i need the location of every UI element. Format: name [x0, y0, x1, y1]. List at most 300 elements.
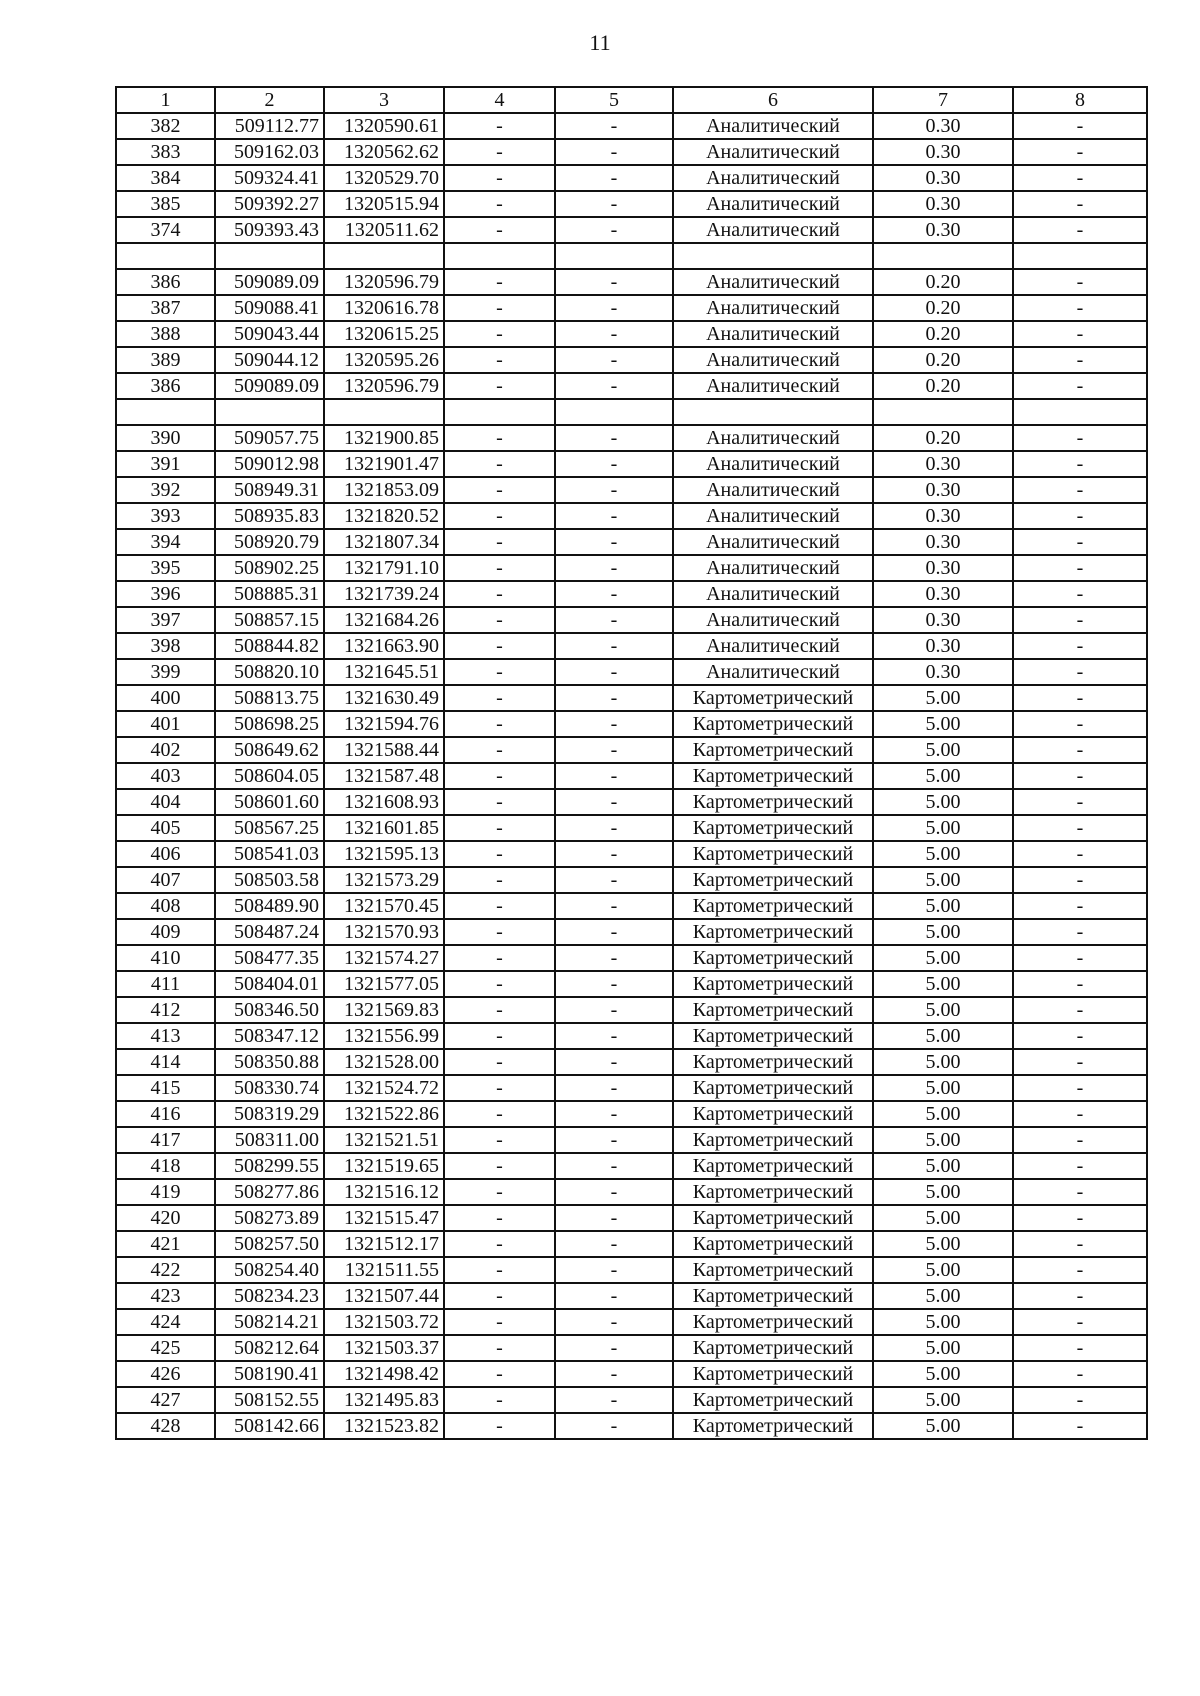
table-row: [116, 373, 1147, 399]
accuracy-cell: 5.00: [873, 1387, 1013, 1413]
table-row: [116, 659, 1147, 685]
method-cell: [673, 399, 873, 425]
x-coordinate-cell: 508844.82: [215, 633, 324, 659]
col-4-cell: -: [444, 1179, 555, 1205]
accuracy-cell: 0.30: [873, 217, 1013, 243]
method-cell: Картометрический: [673, 1257, 873, 1283]
col-5-cell: -: [555, 1387, 673, 1413]
y-coordinate-cell: 1321901.47: [324, 451, 444, 477]
table-row: [116, 1179, 1147, 1205]
table-row: [116, 1257, 1147, 1283]
accuracy-cell: 5.00: [873, 737, 1013, 763]
accuracy-cell: 5.00: [873, 1231, 1013, 1257]
col-4-cell: -: [444, 295, 555, 321]
table-row: [116, 607, 1147, 633]
method-cell: Картометрический: [673, 1101, 873, 1127]
x-coordinate-cell: 508330.74: [215, 1075, 324, 1101]
point-number-cell: 398: [116, 633, 215, 659]
col-4-cell: -: [444, 1101, 555, 1127]
col-8-cell: [1013, 243, 1147, 269]
col-5-cell: -: [555, 971, 673, 997]
accuracy-cell: 5.00: [873, 1023, 1013, 1049]
col-5-cell: -: [555, 217, 673, 243]
method-cell: Картометрический: [673, 1049, 873, 1075]
table-row: [116, 295, 1147, 321]
accuracy-cell: [873, 243, 1013, 269]
col-8-cell: -: [1013, 711, 1147, 737]
table-row: [116, 763, 1147, 789]
y-coordinate-cell: 1321630.49: [324, 685, 444, 711]
col-4-cell: -: [444, 867, 555, 893]
y-coordinate-cell: 1321577.05: [324, 971, 444, 997]
col-4-cell: -: [444, 321, 555, 347]
col-4-cell: -: [444, 1257, 555, 1283]
col-4-cell: -: [444, 1153, 555, 1179]
y-coordinate-cell: 1320596.79: [324, 373, 444, 399]
y-coordinate-cell: 1321523.82: [324, 1413, 444, 1439]
col-5-cell: -: [555, 1335, 673, 1361]
col-4-cell: -: [444, 945, 555, 971]
point-number-cell: 404: [116, 789, 215, 815]
y-coordinate-cell: 1320596.79: [324, 269, 444, 295]
accuracy-cell: 0.30: [873, 659, 1013, 685]
col-8-cell: -: [1013, 607, 1147, 633]
method-cell: Аналитический: [673, 321, 873, 347]
table-row: [116, 997, 1147, 1023]
accuracy-cell: 5.00: [873, 1101, 1013, 1127]
y-coordinate-cell: 1321515.47: [324, 1205, 444, 1231]
column-header-4: 4: [444, 87, 555, 113]
col-4-cell: -: [444, 919, 555, 945]
table-row: [116, 139, 1147, 165]
accuracy-cell: 5.00: [873, 1361, 1013, 1387]
col-8-cell: -: [1013, 1283, 1147, 1309]
x-coordinate-cell: 509043.44: [215, 321, 324, 347]
col-8-cell: -: [1013, 1153, 1147, 1179]
point-number-cell: 402: [116, 737, 215, 763]
x-coordinate-cell: 508489.90: [215, 893, 324, 919]
col-5-cell: -: [555, 191, 673, 217]
col-4-cell: -: [444, 1049, 555, 1075]
table-row: [116, 269, 1147, 295]
x-coordinate-cell: 508820.10: [215, 659, 324, 685]
point-number-cell: 400: [116, 685, 215, 711]
point-number-cell: 390: [116, 425, 215, 451]
point-number-cell: 387: [116, 295, 215, 321]
method-cell: Аналитический: [673, 633, 873, 659]
table-row: [116, 1075, 1147, 1101]
col-8-cell: -: [1013, 1413, 1147, 1439]
y-coordinate-cell: 1321900.85: [324, 425, 444, 451]
point-number-cell: 425: [116, 1335, 215, 1361]
table-row: [116, 1205, 1147, 1231]
accuracy-cell: 0.20: [873, 295, 1013, 321]
col-8-cell: -: [1013, 893, 1147, 919]
col-8-cell: -: [1013, 763, 1147, 789]
col-8-cell: -: [1013, 555, 1147, 581]
x-coordinate-cell: 508949.31: [215, 477, 324, 503]
y-coordinate-cell: 1321820.52: [324, 503, 444, 529]
column-header-6: 6: [673, 87, 873, 113]
y-coordinate-cell: 1321601.85: [324, 815, 444, 841]
table-row: [116, 737, 1147, 763]
col-4-cell: -: [444, 425, 555, 451]
x-coordinate-cell: 508277.86: [215, 1179, 324, 1205]
col-8-cell: -: [1013, 425, 1147, 451]
col-4-cell: -: [444, 269, 555, 295]
method-cell: Картометрический: [673, 789, 873, 815]
y-coordinate-cell: 1320562.62: [324, 139, 444, 165]
table-row: [116, 165, 1147, 191]
col-4-cell: -: [444, 1231, 555, 1257]
x-coordinate-cell: 508698.25: [215, 711, 324, 737]
method-cell: Аналитический: [673, 165, 873, 191]
y-coordinate-cell: 1321573.29: [324, 867, 444, 893]
col-5-cell: -: [555, 1101, 673, 1127]
point-number-cell: 394: [116, 529, 215, 555]
col-8-cell: -: [1013, 997, 1147, 1023]
table-row: [116, 529, 1147, 555]
col-5-cell: -: [555, 269, 673, 295]
y-coordinate-cell: 1321503.37: [324, 1335, 444, 1361]
point-number-cell: 410: [116, 945, 215, 971]
col-8-cell: -: [1013, 1335, 1147, 1361]
point-number-cell: 374: [116, 217, 215, 243]
y-coordinate-cell: 1321595.13: [324, 841, 444, 867]
table-row: [116, 347, 1147, 373]
y-coordinate-cell: 1320615.25: [324, 321, 444, 347]
point-number-cell: 386: [116, 269, 215, 295]
col-4-cell: -: [444, 1335, 555, 1361]
col-4-cell: -: [444, 685, 555, 711]
col-5-cell: -: [555, 737, 673, 763]
column-header-5: 5: [555, 87, 673, 113]
col-5-cell: -: [555, 1049, 673, 1075]
accuracy-cell: 0.30: [873, 191, 1013, 217]
accuracy-cell: 5.00: [873, 1283, 1013, 1309]
col-4-cell: -: [444, 737, 555, 763]
point-number-cell: 392: [116, 477, 215, 503]
x-coordinate-cell: 509162.03: [215, 139, 324, 165]
col-8-cell: -: [1013, 971, 1147, 997]
x-coordinate-cell: 508254.40: [215, 1257, 324, 1283]
accuracy-cell: 0.30: [873, 633, 1013, 659]
accuracy-cell: 5.00: [873, 1205, 1013, 1231]
point-number-cell: 384: [116, 165, 215, 191]
col-4-cell: -: [444, 789, 555, 815]
y-coordinate-cell: 1321516.12: [324, 1179, 444, 1205]
col-8-cell: -: [1013, 113, 1147, 139]
col-5-cell: -: [555, 139, 673, 165]
point-number-cell: 399: [116, 659, 215, 685]
col-5-cell: -: [555, 1153, 673, 1179]
col-8-cell: -: [1013, 1361, 1147, 1387]
col-4-cell: [444, 399, 555, 425]
point-number-cell: 403: [116, 763, 215, 789]
point-number-cell: 397: [116, 607, 215, 633]
column-header-8: 8: [1013, 87, 1147, 113]
accuracy-cell: 5.00: [873, 919, 1013, 945]
accuracy-cell: 0.30: [873, 165, 1013, 191]
col-8-cell: -: [1013, 1049, 1147, 1075]
method-cell: Аналитический: [673, 269, 873, 295]
col-8-cell: -: [1013, 659, 1147, 685]
column-header-2: 2: [215, 87, 324, 113]
col-5-cell: -: [555, 1309, 673, 1335]
accuracy-cell: 5.00: [873, 815, 1013, 841]
accuracy-cell: 0.30: [873, 477, 1013, 503]
y-coordinate-cell: 1320616.78: [324, 295, 444, 321]
col-8-cell: -: [1013, 217, 1147, 243]
separator-row: [116, 399, 1147, 425]
col-5-cell: -: [555, 321, 673, 347]
table-row: [116, 815, 1147, 841]
point-number-cell: 406: [116, 841, 215, 867]
method-cell: Аналитический: [673, 113, 873, 139]
method-cell: Картометрический: [673, 1179, 873, 1205]
x-coordinate-cell: 509012.98: [215, 451, 324, 477]
table-row: [116, 1387, 1147, 1413]
x-coordinate-cell: 508142.66: [215, 1413, 324, 1439]
accuracy-cell: 5.00: [873, 867, 1013, 893]
method-cell: Аналитический: [673, 295, 873, 321]
col-8-cell: -: [1013, 269, 1147, 295]
col-4-cell: -: [444, 1205, 555, 1231]
point-number-cell: 408: [116, 893, 215, 919]
table-row: [116, 191, 1147, 217]
y-coordinate-cell: 1320511.62: [324, 217, 444, 243]
point-number-cell: 382: [116, 113, 215, 139]
table-row: [116, 919, 1147, 945]
x-coordinate-cell: 508601.60: [215, 789, 324, 815]
y-coordinate-cell: 1321574.27: [324, 945, 444, 971]
table-row: [116, 1023, 1147, 1049]
col-8-cell: -: [1013, 737, 1147, 763]
x-coordinate-cell: 508604.05: [215, 763, 324, 789]
method-cell: Картометрический: [673, 841, 873, 867]
accuracy-cell: 0.20: [873, 425, 1013, 451]
col-5-cell: [555, 243, 673, 269]
point-number-cell: 391: [116, 451, 215, 477]
col-8-cell: -: [1013, 1205, 1147, 1231]
col-4-cell: -: [444, 997, 555, 1023]
x-coordinate-cell: [215, 243, 324, 269]
x-coordinate-cell: 508299.55: [215, 1153, 324, 1179]
col-8-cell: -: [1013, 1127, 1147, 1153]
accuracy-cell: 0.20: [873, 269, 1013, 295]
y-coordinate-cell: 1321853.09: [324, 477, 444, 503]
col-4-cell: -: [444, 139, 555, 165]
method-cell: Картометрический: [673, 815, 873, 841]
y-coordinate-cell: 1321511.55: [324, 1257, 444, 1283]
point-number-cell: 421: [116, 1231, 215, 1257]
col-4-cell: -: [444, 1413, 555, 1439]
col-5-cell: -: [555, 893, 673, 919]
x-coordinate-cell: 509044.12: [215, 347, 324, 373]
table-row: [116, 425, 1147, 451]
col-5-cell: -: [555, 165, 673, 191]
col-5-cell: -: [555, 477, 673, 503]
y-coordinate-cell: 1321503.72: [324, 1309, 444, 1335]
x-coordinate-cell: 508152.55: [215, 1387, 324, 1413]
y-coordinate-cell: 1321507.44: [324, 1283, 444, 1309]
y-coordinate-cell: 1321570.93: [324, 919, 444, 945]
point-number-cell: 386: [116, 373, 215, 399]
col-8-cell: -: [1013, 451, 1147, 477]
table-row: [116, 1361, 1147, 1387]
col-5-cell: -: [555, 607, 673, 633]
col-5-cell: -: [555, 1283, 673, 1309]
accuracy-cell: 0.30: [873, 581, 1013, 607]
col-4-cell: -: [444, 503, 555, 529]
accuracy-cell: 0.30: [873, 139, 1013, 165]
col-5-cell: -: [555, 997, 673, 1023]
point-number-cell: 423: [116, 1283, 215, 1309]
y-coordinate-cell: 1321498.42: [324, 1361, 444, 1387]
col-5-cell: -: [555, 789, 673, 815]
method-cell: Картометрический: [673, 1283, 873, 1309]
y-coordinate-cell: 1321569.83: [324, 997, 444, 1023]
col-8-cell: -: [1013, 477, 1147, 503]
col-4-cell: -: [444, 217, 555, 243]
col-4-cell: -: [444, 581, 555, 607]
accuracy-cell: 5.00: [873, 1075, 1013, 1101]
table-row: [116, 1231, 1147, 1257]
accuracy-cell: 5.00: [873, 1153, 1013, 1179]
col-5-cell: -: [555, 581, 673, 607]
col-4-cell: -: [444, 633, 555, 659]
method-cell: Картометрический: [673, 1335, 873, 1361]
x-coordinate-cell: 509057.75: [215, 425, 324, 451]
point-number-cell: 385: [116, 191, 215, 217]
method-cell: Аналитический: [673, 373, 873, 399]
col-8-cell: -: [1013, 1179, 1147, 1205]
col-4-cell: [444, 243, 555, 269]
method-cell: Аналитический: [673, 529, 873, 555]
coordinates-table: [115, 86, 1148, 1440]
y-coordinate-cell: 1321588.44: [324, 737, 444, 763]
accuracy-cell: 0.20: [873, 347, 1013, 373]
point-number-cell: 426: [116, 1361, 215, 1387]
y-coordinate-cell: 1321663.90: [324, 633, 444, 659]
table-row: [116, 113, 1147, 139]
x-coordinate-cell: 509089.09: [215, 373, 324, 399]
x-coordinate-cell: 508567.25: [215, 815, 324, 841]
col-4-cell: -: [444, 815, 555, 841]
col-4-cell: -: [444, 347, 555, 373]
table-row: [116, 789, 1147, 815]
col-5-cell: -: [555, 1205, 673, 1231]
method-cell: Картометрический: [673, 737, 873, 763]
table-row: [116, 893, 1147, 919]
accuracy-cell: 5.00: [873, 945, 1013, 971]
x-coordinate-cell: 508857.15: [215, 607, 324, 633]
col-4-cell: -: [444, 477, 555, 503]
x-coordinate-cell: 509112.77: [215, 113, 324, 139]
col-8-cell: -: [1013, 165, 1147, 191]
col-8-cell: -: [1013, 919, 1147, 945]
accuracy-cell: 5.00: [873, 971, 1013, 997]
accuracy-cell: 5.00: [873, 1309, 1013, 1335]
col-4-cell: -: [444, 1283, 555, 1309]
table-row: [116, 1309, 1147, 1335]
table-row: [116, 1049, 1147, 1075]
x-coordinate-cell: 508214.21: [215, 1309, 324, 1335]
col-4-cell: -: [444, 451, 555, 477]
accuracy-cell: 5.00: [873, 1179, 1013, 1205]
table-row: [116, 1283, 1147, 1309]
col-4-cell: -: [444, 555, 555, 581]
x-coordinate-cell: 509088.41: [215, 295, 324, 321]
point-number-cell: 412: [116, 997, 215, 1023]
page-number: 11: [589, 30, 611, 55]
col-8-cell: -: [1013, 1231, 1147, 1257]
y-coordinate-cell: 1321519.65: [324, 1153, 444, 1179]
method-cell: Картометрический: [673, 945, 873, 971]
accuracy-cell: 5.00: [873, 763, 1013, 789]
accuracy-cell: 5.00: [873, 893, 1013, 919]
col-4-cell: -: [444, 1387, 555, 1413]
x-coordinate-cell: 508541.03: [215, 841, 324, 867]
col-8-cell: -: [1013, 295, 1147, 321]
table-row: [116, 451, 1147, 477]
method-cell: Картометрический: [673, 867, 873, 893]
col-5-cell: -: [555, 347, 673, 373]
method-cell: Картометрический: [673, 893, 873, 919]
col-8-cell: -: [1013, 815, 1147, 841]
point-number-cell: 416: [116, 1101, 215, 1127]
method-cell: Картометрический: [673, 1309, 873, 1335]
col-5-cell: -: [555, 841, 673, 867]
x-coordinate-cell: 508273.89: [215, 1205, 324, 1231]
table-row: [116, 945, 1147, 971]
col-5-cell: -: [555, 685, 673, 711]
point-number-cell: 422: [116, 1257, 215, 1283]
point-number-cell: 413: [116, 1023, 215, 1049]
table-row: [116, 1153, 1147, 1179]
col-8-cell: -: [1013, 139, 1147, 165]
table-row: [116, 1127, 1147, 1153]
x-coordinate-cell: 508920.79: [215, 529, 324, 555]
x-coordinate-cell: 508503.58: [215, 867, 324, 893]
accuracy-cell: 0.20: [873, 373, 1013, 399]
col-5-cell: -: [555, 945, 673, 971]
method-cell: Картометрический: [673, 1387, 873, 1413]
x-coordinate-cell: 508813.75: [215, 685, 324, 711]
x-coordinate-cell: 508212.64: [215, 1335, 324, 1361]
method-cell: Картометрический: [673, 1361, 873, 1387]
table-row: [116, 711, 1147, 737]
col-8-cell: -: [1013, 1309, 1147, 1335]
col-5-cell: -: [555, 659, 673, 685]
y-coordinate-cell: 1320595.26: [324, 347, 444, 373]
col-8-cell: -: [1013, 867, 1147, 893]
point-number-cell: 428: [116, 1413, 215, 1439]
y-coordinate-cell: 1321556.99: [324, 1023, 444, 1049]
col-5-cell: -: [555, 503, 673, 529]
col-4-cell: -: [444, 1023, 555, 1049]
x-coordinate-cell: 509089.09: [215, 269, 324, 295]
y-coordinate-cell: 1320515.94: [324, 191, 444, 217]
x-coordinate-cell: 508234.23: [215, 1283, 324, 1309]
method-cell: Аналитический: [673, 659, 873, 685]
method-cell: Картометрический: [673, 971, 873, 997]
y-coordinate-cell: 1321522.86: [324, 1101, 444, 1127]
method-cell: Картометрический: [673, 1231, 873, 1257]
point-number-cell: [116, 243, 215, 269]
col-8-cell: -: [1013, 503, 1147, 529]
accuracy-cell: 0.30: [873, 555, 1013, 581]
